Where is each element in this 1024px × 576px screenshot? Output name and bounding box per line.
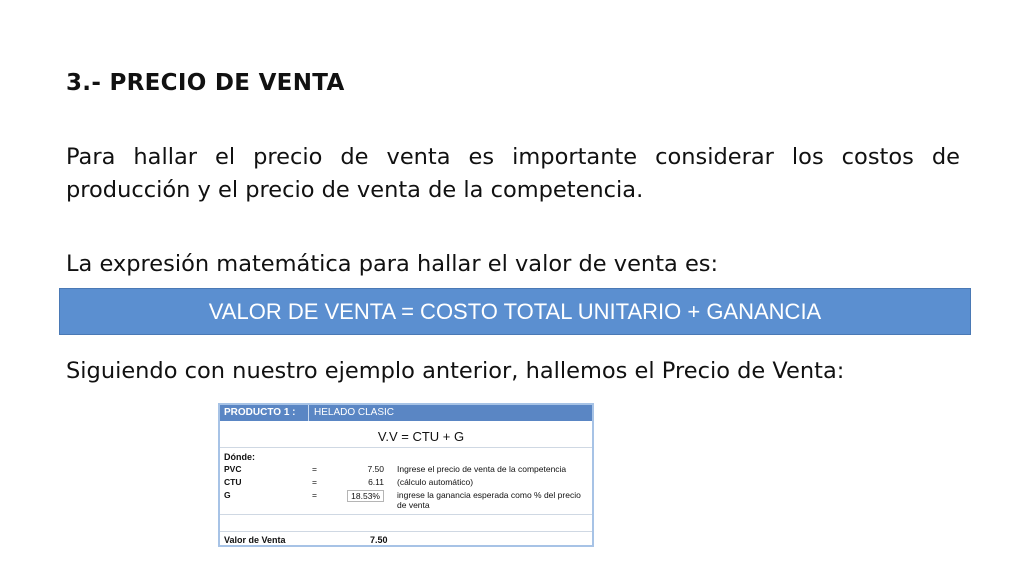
row-equals: =	[312, 464, 317, 474]
sheet-subheading: Dónde:	[224, 452, 255, 462]
total-label: Valor de Venta	[224, 535, 286, 545]
grid-line	[220, 447, 592, 448]
row-label: PVC	[224, 464, 242, 474]
formula-text: VALOR DE VENTA = COSTO TOTAL UNITARIO + GANANCIA	[208, 298, 822, 324]
example-paragraph: Siguiendo con nuestro ejemplo anterior, hallemos el Precio de Venta:	[66, 358, 845, 384]
row-equals: =	[312, 477, 317, 487]
row-label: CTU	[224, 477, 242, 487]
header-divider	[308, 405, 309, 421]
spreadsheet-image	[218, 403, 594, 547]
row-note: Ingrese el precio de venta de la competencia	[397, 464, 567, 474]
sheet-formula: V.V = CTU + G	[377, 429, 465, 444]
intro-paragraph: Para hallar el precio de venta es importante considerar los costos de producción y el precio de venta de la competencia.	[66, 144, 960, 203]
row-equals: =	[312, 490, 317, 500]
row-value: 6.11	[368, 477, 384, 487]
expression-paragraph: La expresión matemática para hallar el valor de venta es:	[66, 251, 719, 277]
row-value: 18.53%	[347, 490, 384, 502]
slide-heading: 3.- PRECIO DE VENTA	[66, 70, 345, 96]
row-note: (cálculo automático)	[397, 477, 474, 487]
sheet-header-label: PRODUCTO 1 :	[224, 407, 296, 418]
total-value: 7.50	[370, 535, 388, 545]
row-value: 7.50	[367, 464, 384, 474]
sheet-header	[220, 405, 592, 421]
row-note: ingrese la ganancia esperada como % del precio de venta	[397, 490, 581, 510]
sheet-header-product: HELADO CLASIC	[314, 407, 395, 418]
formula-banner	[59, 288, 971, 335]
grid-line	[220, 531, 592, 532]
grid-line	[220, 514, 592, 515]
row-label: G	[224, 490, 231, 500]
